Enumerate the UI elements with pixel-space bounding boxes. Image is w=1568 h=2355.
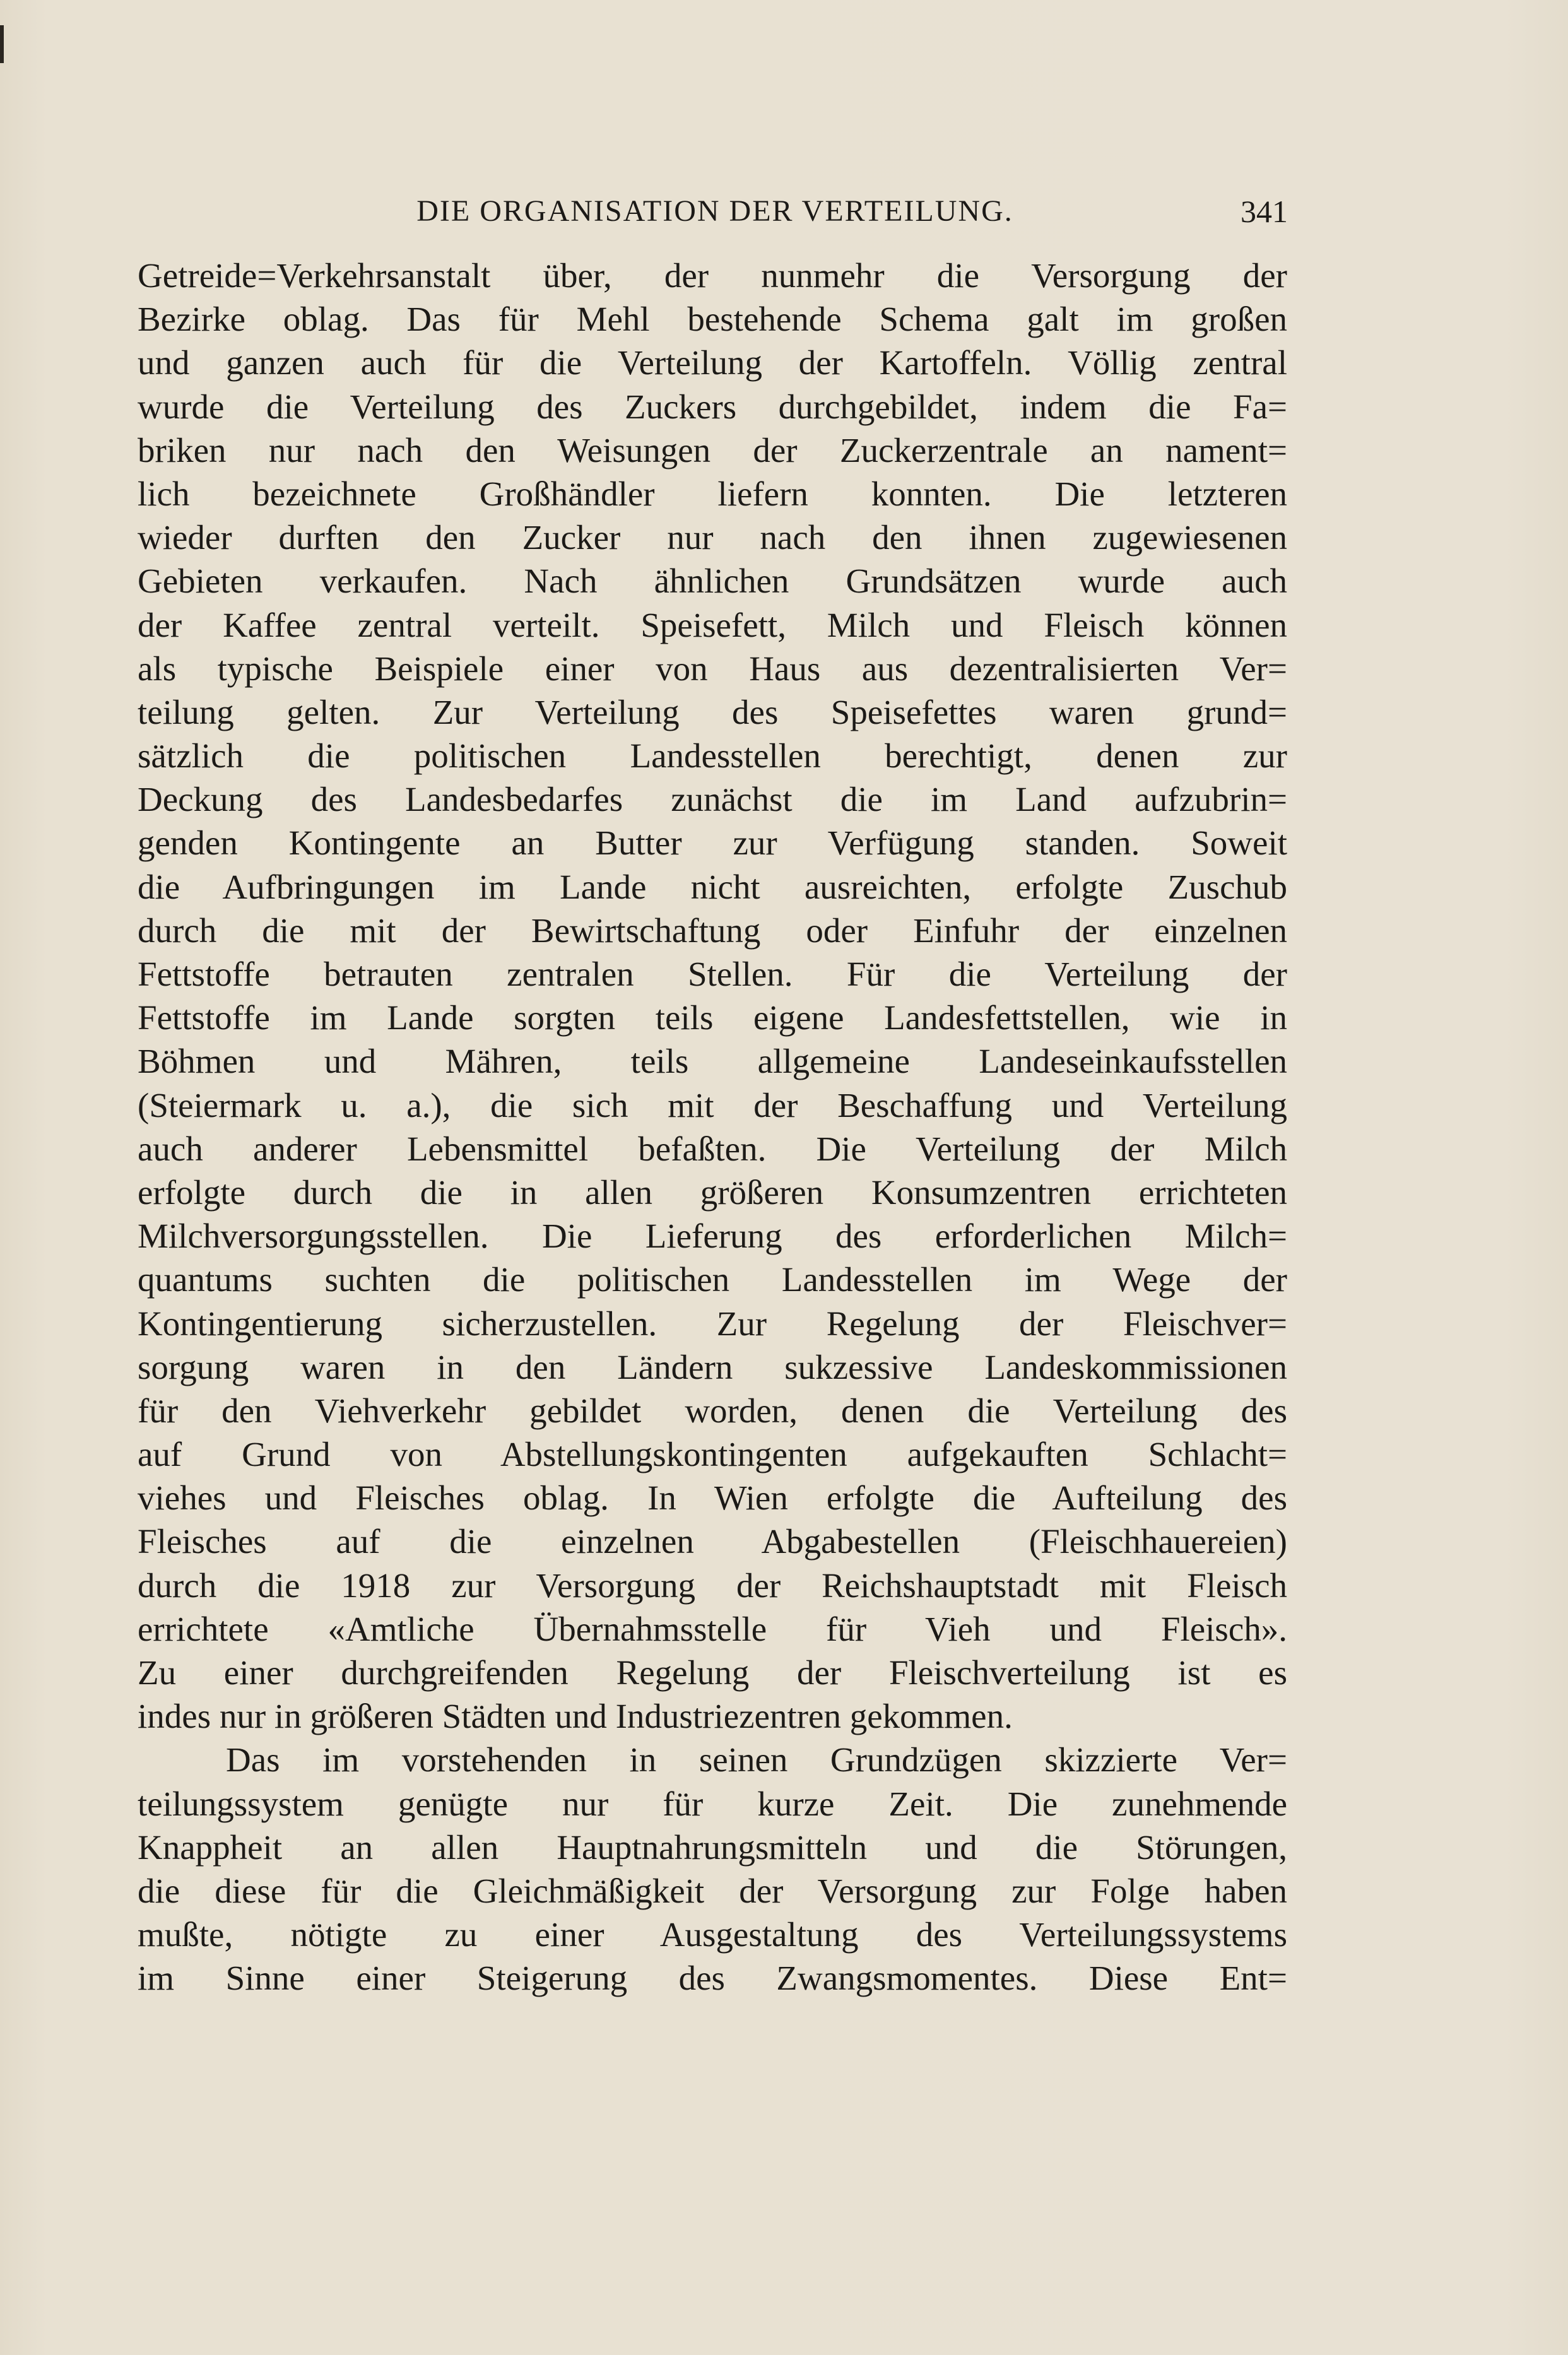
text-line: genden Kontingente an Butter zur Verfügung standen. Soweit [138, 823, 1287, 863]
binding-edge-mark [0, 25, 4, 63]
text-line: errichtete «Amtliche Übernahmsstelle für Vieh und Fleisch». [138, 1609, 1287, 1648]
text-line: der Kaffee zentral verteilt. Speisefett, Milch und Fleisch können [138, 605, 1287, 644]
text-line: Kontingentierung sicherzustellen. Zur Regelung der Fleischver= [138, 1304, 1287, 1343]
running-title: DIE ORGANISATION DER VERTEILUNG. [416, 194, 1013, 228]
paragraph [138, 1738, 1287, 2000]
text-line: wieder durften den Zucker nur nach den ihnen zugewiesenen [138, 518, 1287, 557]
text-line: Fettstoffe im Lande sorgten teils eigene Landesfettstellen, wie in [138, 998, 1287, 1037]
text-line: Bezirke oblag. Das für Mehl bestehende Schema galt im großen [138, 300, 1287, 339]
text-line: teilung gelten. Zur Verteilung des Speisefettes waren grund= [138, 692, 1287, 731]
text-line: auch anderer Lebensmittel befaßten. Die Verteilung der Milch [138, 1129, 1287, 1168]
text-line: Getreide=Verkehrsanstalt über, der nunmehr die Versorgung der [138, 256, 1287, 295]
paragraph [138, 254, 1287, 1738]
text-line: Fleisches auf die einzelnen Abgabestellen (Fleischhauereien) [138, 1522, 1287, 1561]
text-line: Zu einer durchgreifenden Regelung der Fleischverteilung ist es [138, 1653, 1287, 1692]
body-text [138, 254, 1287, 2000]
text-line: Das im vorstehenden in seinen Grundzügen skizzierte Ver= [226, 1740, 1287, 1780]
text-line: quantums suchten die politischen Landesstellen im Wege der [138, 1260, 1287, 1299]
text-line: sätzlich die politischen Landesstellen berechtigt, denen zur [138, 736, 1287, 776]
text-line: und ganzen auch für die Verteilung der Kartoffeln. Völlig zentral [138, 343, 1287, 382]
running-header [142, 183, 1288, 240]
text-line: wurde die Verteilung des Zuckers durchgebildet, indem die Fa= [138, 387, 1287, 426]
text-line: die diese für die Gleichmäßigkeit der Versorgung zur Folge haben [138, 1871, 1287, 1910]
text-line: auf Grund von Abstellungskontingenten aufgekauften Schlacht= [138, 1435, 1287, 1474]
text-line: (Steiermark u. a.), die sich mit der Beschaffung und Verteilung [138, 1085, 1287, 1124]
text-line: teilungssystem genügte nur für kurze Zeit. Die zunehmende [138, 1784, 1287, 1823]
text-line: viehes und Fleisches oblag. In Wien erfolgte die Aufteilung des [138, 1479, 1287, 1518]
text-line: Knappheit an allen Hauptnahrungsmitteln und die Störungen, [138, 1827, 1287, 1867]
text-line: lich bezeichnete Großhändler liefern konnten. Die letzteren [138, 474, 1287, 513]
text-line: Gebieten verkaufen. Nach ähnlichen Grundsätzen wurde auch [138, 562, 1287, 601]
text-line: briken nur nach den Weisungen der Zuckerzentrale an nament= [138, 430, 1287, 469]
text-line: Deckung des Landesbedarfes zunächst die im Land aufzubrin= [138, 780, 1287, 819]
text-line: sorgung waren in den Ländern sukzessive Landeskommissionen [138, 1347, 1287, 1386]
text-line: erfolgte durch die in allen größeren Konsumzentren errichteten [138, 1172, 1287, 1212]
text-line: als typische Beispiele einer von Haus aus dezentralisierten Ver= [138, 649, 1287, 688]
text-line: durch die mit der Bewirtschaftung oder Einfuhr der einzelnen [138, 911, 1287, 950]
page-number: 341 [1241, 194, 1288, 229]
text-line: Fettstoffe betrauten zentralen Stellen. Für die Verteilung der [138, 955, 1287, 993]
text-line: durch die 1918 zur Versorgung der Reichshauptstadt mit Fleisch [138, 1566, 1287, 1605]
text-line: mußte, nötigte zu einer Ausgestaltung des Verteilungssystems [138, 1915, 1287, 1954]
text-line: die Aufbringungen im Lande nicht ausreichten, erfolgte Zuschub [138, 867, 1287, 906]
text-line: für den Viehverkehr gebildet worden, denen die Verteilung des [138, 1391, 1287, 1430]
text-line: Milchversorgungsstellen. Die Lieferung des erforderlichen Milch= [138, 1217, 1287, 1256]
text-line: Böhmen und Mähren, teils allgemeine Landeseinkaufsstellen [138, 1042, 1287, 1081]
text-line: indes nur in größeren Städten und Industriezentren gekommen. [138, 1697, 1013, 1736]
text-line: im Sinne einer Steigerung des Zwangsmomentes. Diese Ent= [138, 1959, 1287, 1998]
